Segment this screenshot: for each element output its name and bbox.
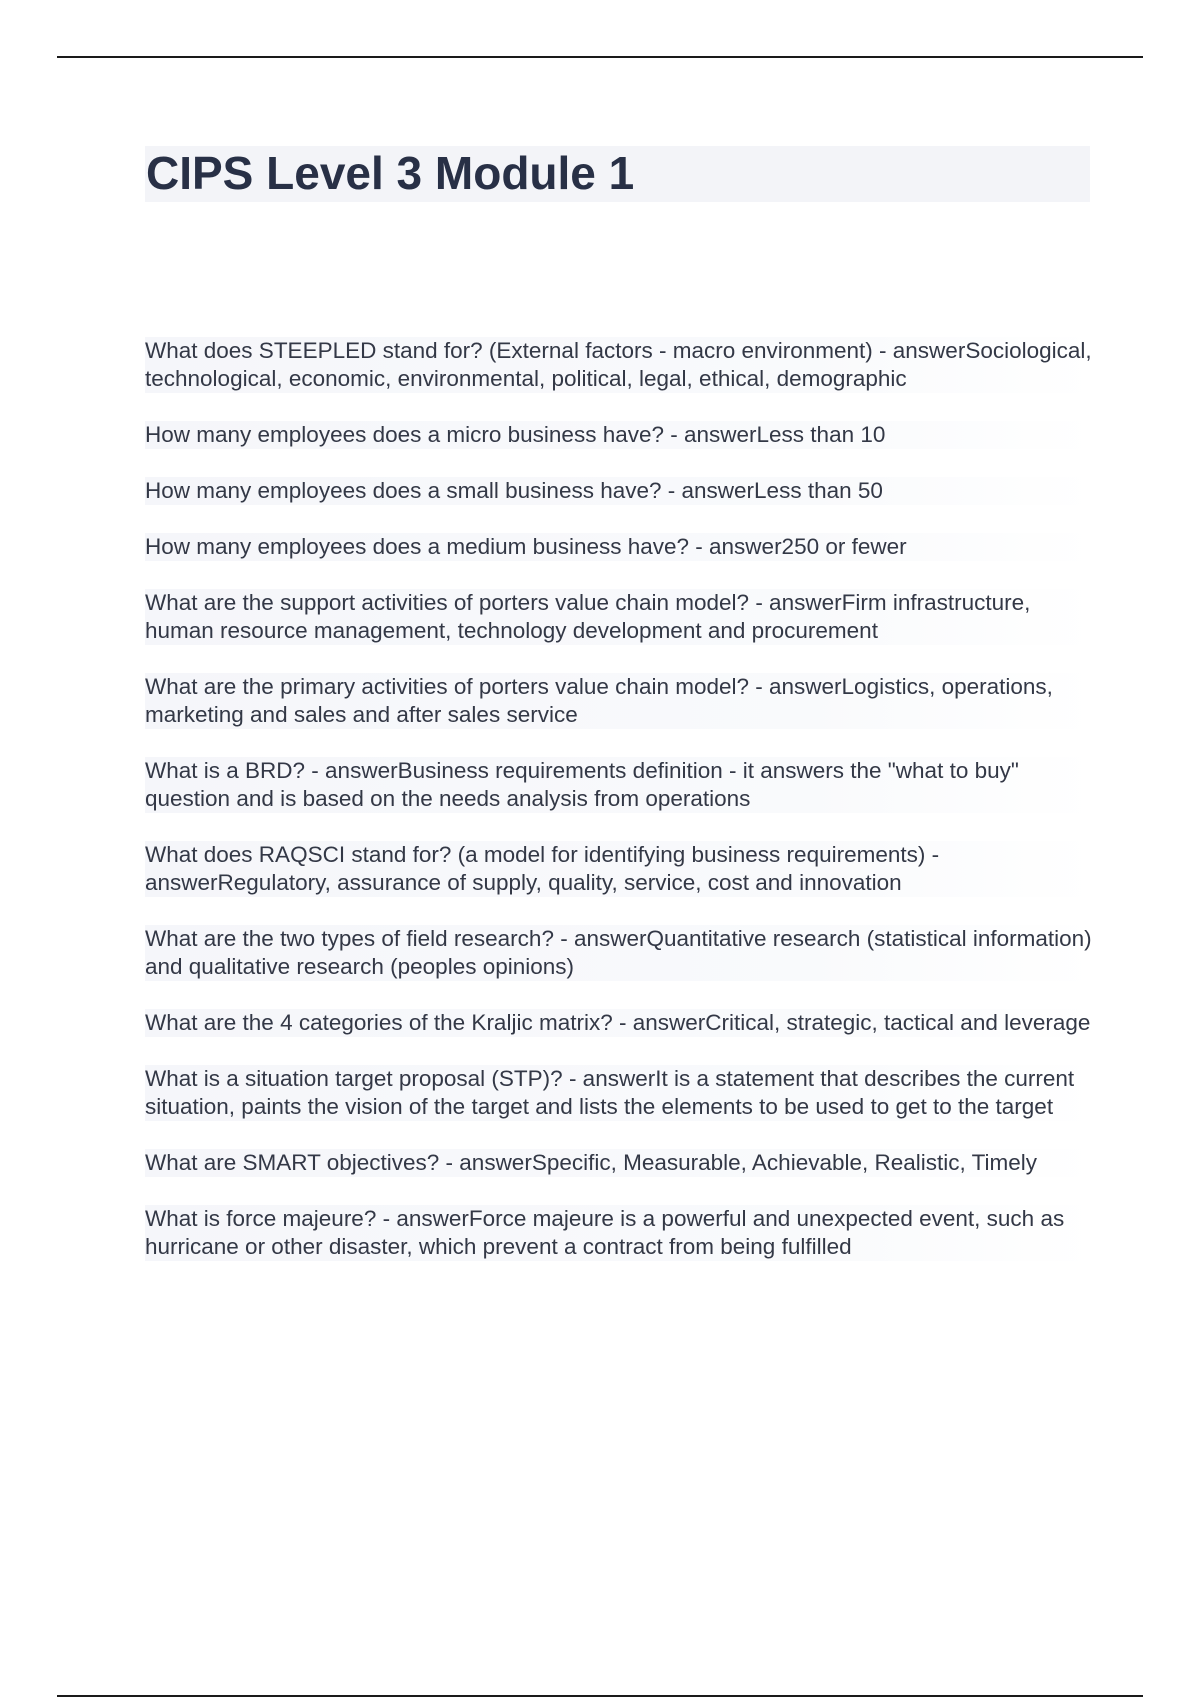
qa-item-steepled: What does STEEPLED stand for? (External factors - macro environment) - answerSociological, technological, economic, environmental, political, legal, ethical, demographic <box>145 337 1095 393</box>
qa-item-field-research: What are the two types of field research? - answerQuantitative research (statistical information) and qualitative research (peoples opinions) <box>145 925 1095 981</box>
qa-item-force-majeure: What is force majeure? - answerForce majeure is a powerful and unexpected event, such as hurricane or other disaster, which prevent a contract from being fulfilled <box>145 1205 1095 1261</box>
bottom-rule <box>57 1695 1143 1697</box>
top-rule <box>57 56 1143 58</box>
qa-item-primary-activities: What are the primary activities of porters value chain model? - answerLogistics, operations, marketing and sales and after sales service <box>145 673 1095 729</box>
qa-item-brd: What is a BRD? - answerBusiness requirements definition - it answers the "what to buy" question and is based on the needs analysis from operations <box>145 757 1095 813</box>
qa-item-stp: What is a situation target proposal (STP)? - answerIt is a statement that describes the current situation, paints the vision of the target and lists the elements to be used to get to the target <box>145 1065 1095 1121</box>
qa-list <box>145 337 1095 1289</box>
qa-item-small-business: How many employees does a small business have? - answerLess than 50 <box>145 477 1095 505</box>
qa-item-smart: What are SMART objectives? - answerSpecific, Measurable, Achievable, Realistic, Timely <box>145 1149 1095 1177</box>
qa-item-kraljic: What are the 4 categories of the Kraljic matrix? - answerCritical, strategic, tactical and leverage <box>145 1009 1095 1037</box>
qa-item-medium-business: How many employees does a medium business have? - answer250 or fewer <box>145 533 1095 561</box>
qa-item-raqsci: What does RAQSCI stand for? (a model for identifying business requirements) - answerRegulatory, assurance of supply, quality, service, cost and innovation <box>145 841 1095 897</box>
qa-item-support-activities: What are the support activities of porters value chain model? - answerFirm infrastructure, human resource management, technology development and procurement <box>145 589 1095 645</box>
document-title: CIPS Level 3 Module 1 <box>146 147 635 199</box>
qa-item-micro-business: How many employees does a micro business have? - answerLess than 10 <box>145 421 1095 449</box>
